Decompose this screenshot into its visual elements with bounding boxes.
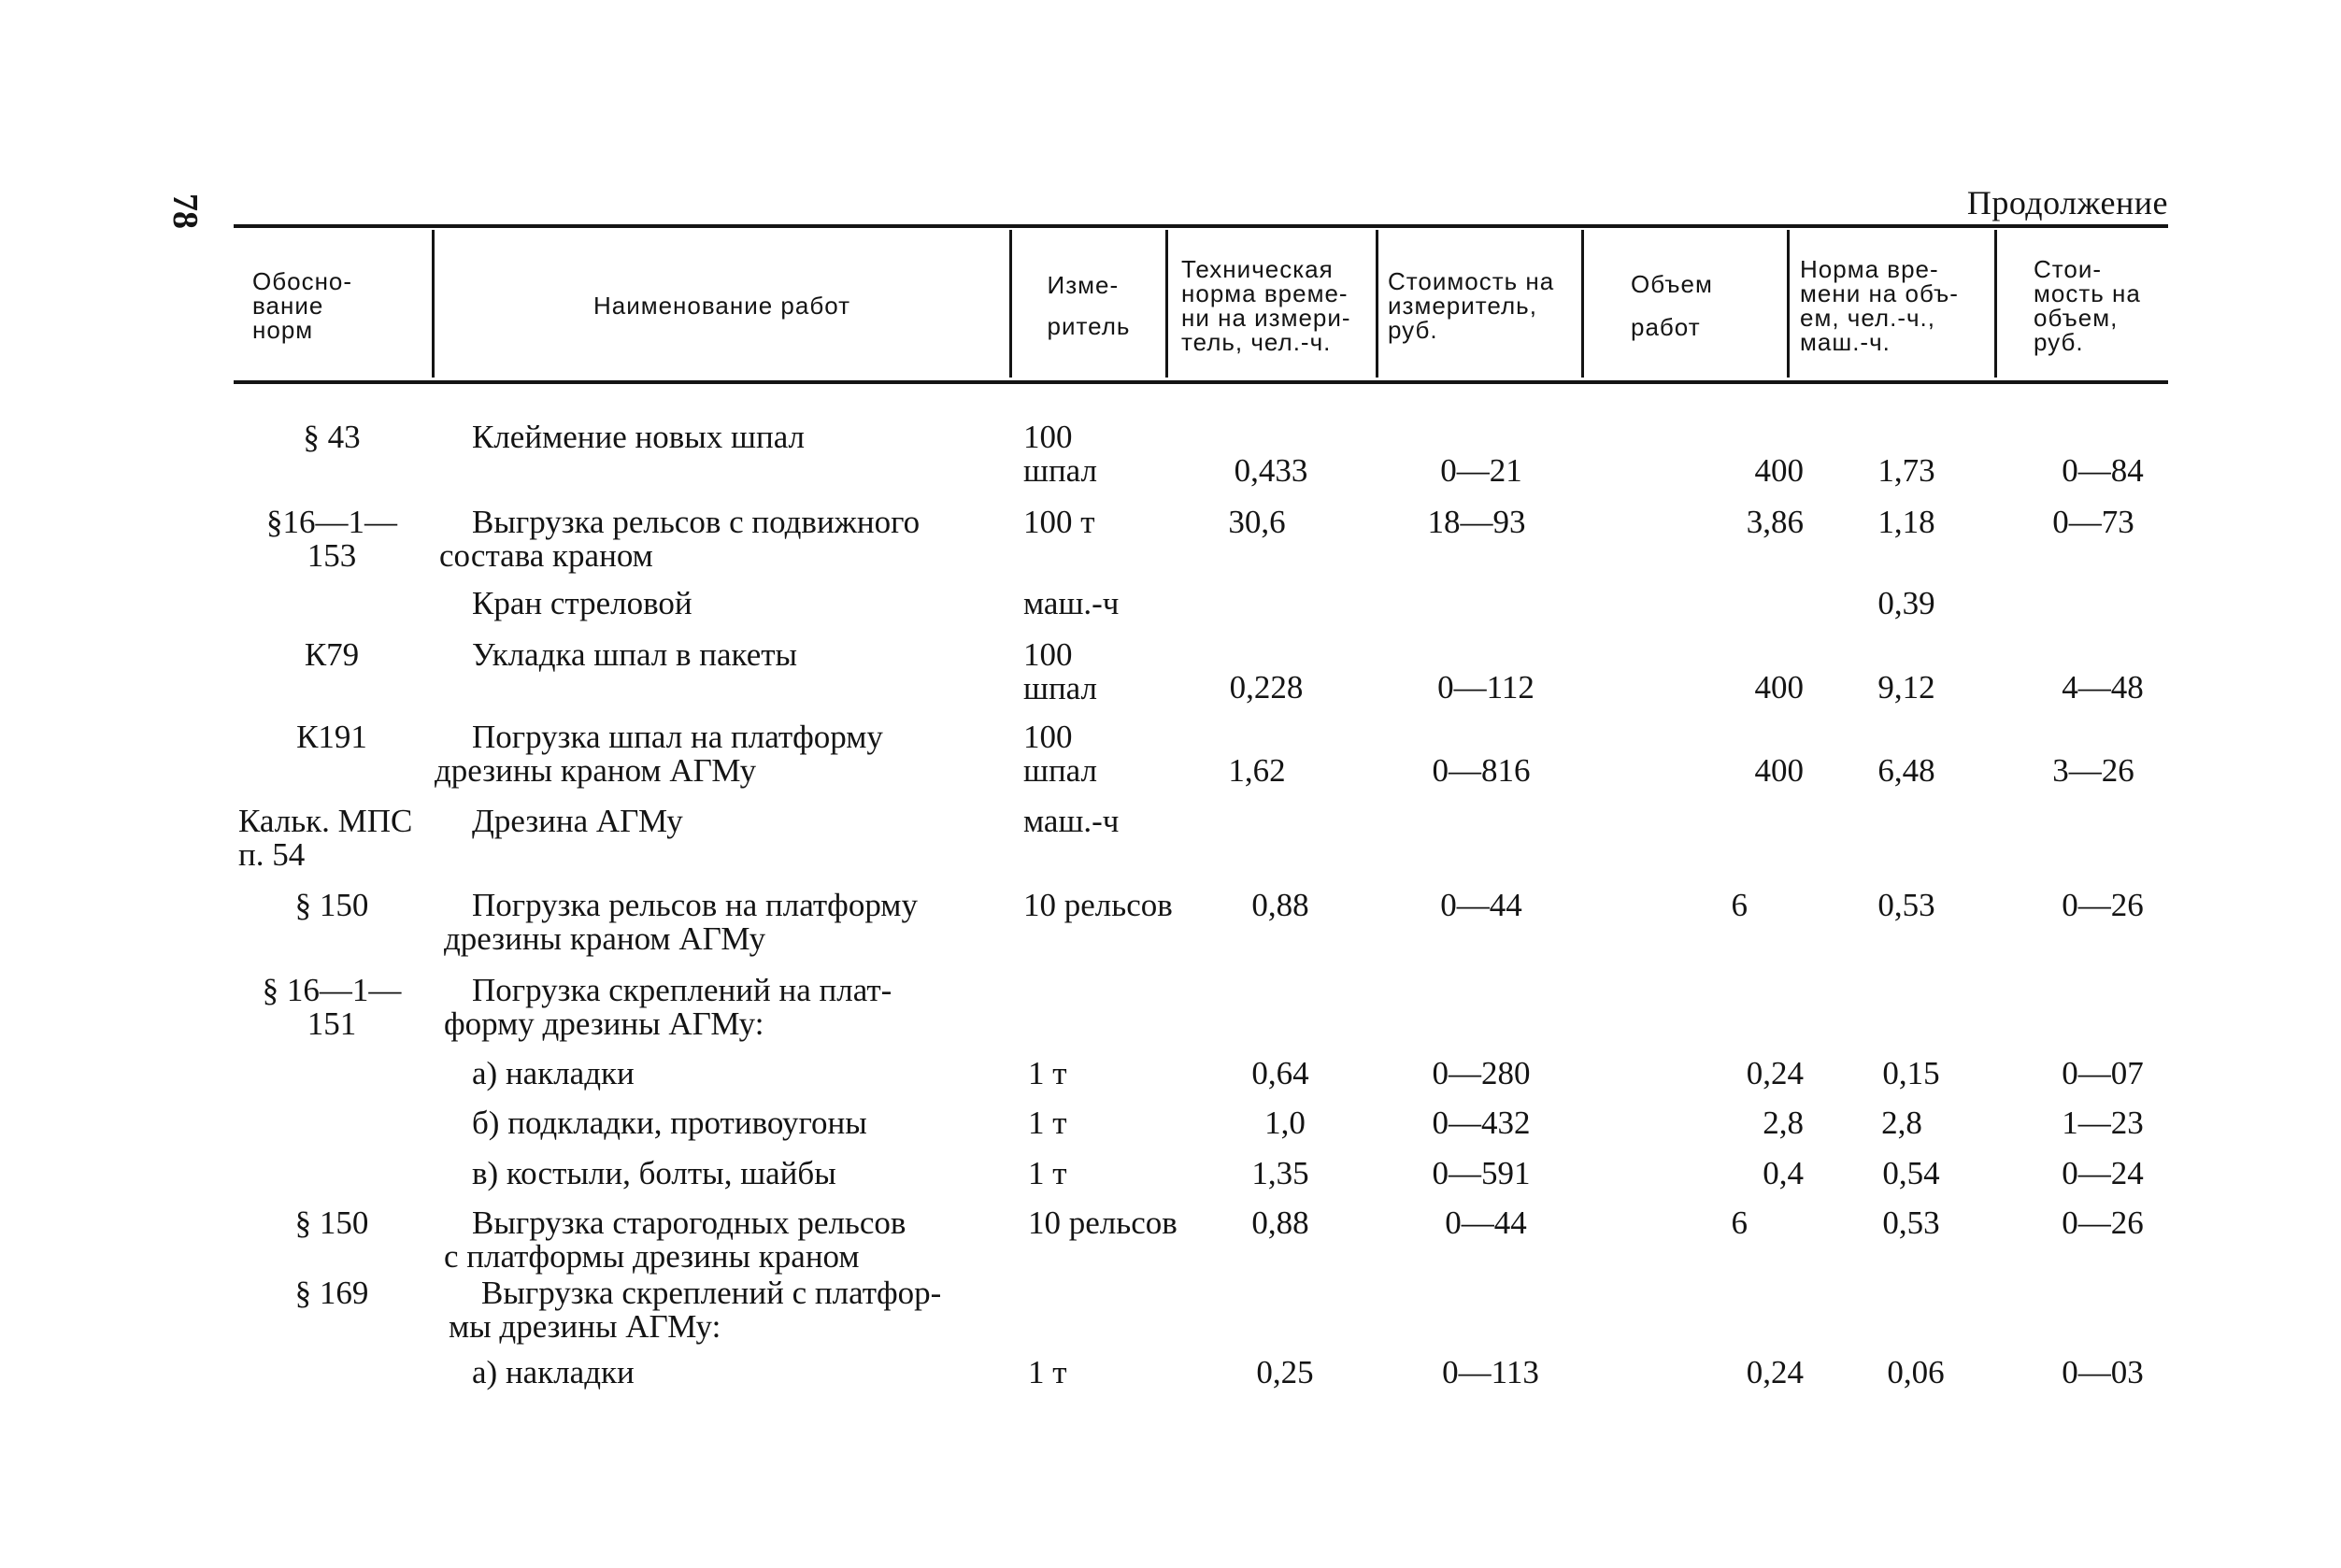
cell-work-name: а) накладки	[472, 1354, 635, 1390]
cell-cost-unit: 0—591	[1432, 1155, 1531, 1191]
cell-unit: 1 т	[1028, 1055, 1067, 1091]
header-unit	[1014, 235, 1163, 376]
cell-tech-norm: 0,25	[1256, 1354, 1314, 1390]
cell-tech-norm: 1,0	[1264, 1105, 1306, 1141]
cell-work-name: Выгрузка рельсов с подвижного состава краном	[439, 504, 921, 574]
header-divider	[432, 230, 435, 378]
cell-unit: 10 рельсов	[1023, 887, 1173, 923]
header-time-norm-text: Норма вре- мени на объ- ем, чел.-ч., маш.-ч.	[1800, 255, 1959, 356]
cell-unit: маш.-ч	[1023, 803, 1120, 839]
cell-work-name: в) костыли, болты, шайбы	[472, 1155, 836, 1191]
cell-work-name: Укладка шпал в пакеты	[472, 636, 798, 673]
cell-cost-volume: 0—26	[2062, 887, 2144, 923]
cell-unit: 100 шпал	[1023, 419, 1097, 489]
cell-cost-volume: 1—23	[2062, 1105, 2144, 1141]
cell-volume: 400	[1754, 752, 1804, 789]
cell-cost-volume: 0—84	[2062, 452, 2144, 489]
continuation-label: Продолжение	[1966, 184, 2168, 221]
cell-time-norm: 0,06	[1887, 1354, 1945, 1390]
cell-cost-volume: 0—24	[2062, 1155, 2144, 1191]
header-basis	[252, 235, 425, 376]
cell-unit: 1 т	[1028, 1354, 1067, 1390]
cell-unit: 100 шпал	[1023, 719, 1097, 789]
cell-tech-norm: 0,433	[1234, 452, 1308, 489]
cell-cost-unit: 0—113	[1442, 1354, 1539, 1390]
cell-cost-volume: 0—03	[2062, 1354, 2144, 1390]
header-work-name	[439, 235, 1005, 376]
header-divider	[1581, 230, 1584, 378]
cell-unit: 100 шпал	[1023, 636, 1097, 706]
header-time-norm	[1800, 235, 1991, 376]
cell-tech-norm: 1,62	[1228, 752, 1286, 789]
cell-cost-unit: 0—44	[1440, 887, 1522, 923]
cell-cost-volume: 4—48	[2062, 669, 2144, 706]
cell-time-norm: 0,15	[1882, 1055, 1940, 1091]
cell-cost-volume: 3—26	[2052, 752, 2134, 789]
header-tech-norm	[1181, 235, 1374, 376]
header-work-name-text: Наименование работ	[592, 292, 851, 320]
cell-volume: 3,86	[1746, 504, 1804, 540]
cell-time-norm: 2,8	[1881, 1105, 1922, 1141]
cell-tech-norm: 0,64	[1251, 1055, 1309, 1091]
cell-work-name: Погрузка рельсов на платформу дрезины краном АГМу	[444, 887, 918, 957]
cell-cost-unit: 0—432	[1432, 1105, 1531, 1141]
cell-basis: § 169	[294, 1275, 369, 1311]
cell-basis: § 16—1— 151	[262, 972, 402, 1042]
cell-volume: 2,8	[1763, 1105, 1804, 1141]
table-top-rule	[234, 224, 2168, 228]
cell-work-name: б) подкладки, противоугоны	[472, 1105, 867, 1141]
cell-basis: Кальк. МПС п. 54	[238, 803, 413, 873]
cell-work-name: Клеймение новых шпал	[472, 419, 806, 455]
header-cost-per-volume-text: Стои- мость на объем, руб.	[2034, 255, 2141, 356]
cell-work-name: Выгрузка скреплений с платфор- мы дрезины АГМу:	[449, 1275, 942, 1345]
cell-basis: § 150	[294, 887, 369, 923]
cell-volume: 6	[1731, 1205, 1748, 1241]
cell-cost-unit: 18—93	[1427, 504, 1526, 540]
cell-basis: К79	[304, 636, 360, 673]
header-unit-text: Изме- ритель	[1047, 271, 1131, 340]
header-divider	[1376, 230, 1378, 378]
cell-cost-unit: 0—44	[1445, 1205, 1527, 1241]
cell-time-norm: 1,18	[1877, 504, 1935, 540]
cell-basis: § 150	[294, 1205, 369, 1241]
cell-time-norm: 0,53	[1877, 887, 1935, 923]
cell-time-norm: 0,39	[1877, 585, 1935, 621]
header-divider	[1009, 230, 1012, 378]
cell-time-norm: 6,48	[1877, 752, 1935, 789]
cell-unit: 1 т	[1028, 1155, 1067, 1191]
cell-unit: 100 т	[1023, 504, 1095, 540]
cell-tech-norm: 1,35	[1251, 1155, 1309, 1191]
header-cost-per-volume	[2034, 235, 2164, 376]
page-number: 78	[165, 193, 205, 229]
table-header-bottom-rule	[234, 380, 2168, 384]
header-basis-text: Обосно- вание норм	[252, 267, 353, 344]
cell-cost-volume: 0—26	[2062, 1205, 2144, 1241]
header-divider	[1994, 230, 1997, 378]
cell-volume: 0,24	[1746, 1055, 1804, 1091]
cell-volume: 400	[1754, 669, 1804, 706]
cell-time-norm: 0,53	[1882, 1205, 1940, 1241]
cell-cost-unit: 0—280	[1432, 1055, 1531, 1091]
cell-tech-norm: 0,88	[1251, 887, 1309, 923]
cell-tech-norm: 0,228	[1229, 669, 1304, 706]
cell-cost-volume: 0—07	[2062, 1055, 2144, 1091]
cell-work-name: Дрезина АГМу	[472, 803, 683, 839]
cell-volume: 0,24	[1746, 1354, 1804, 1390]
cell-volume: 0,4	[1763, 1155, 1804, 1191]
cell-basis: К191	[296, 719, 367, 755]
cell-time-norm: 9,12	[1877, 669, 1935, 706]
header-cost-per-unit	[1388, 235, 1579, 376]
header-volume	[1631, 235, 1785, 376]
cell-work-name: а) накладки	[472, 1055, 635, 1091]
cell-basis: § 43	[303, 419, 361, 455]
header-divider	[1165, 230, 1168, 378]
cell-cost-volume: 0—73	[2052, 504, 2134, 540]
cell-time-norm: 0,54	[1882, 1155, 1940, 1191]
cell-work-name: Выгрузка старогодных рельсов с платформы дрезины краном	[444, 1205, 906, 1275]
cell-unit: маш.-ч	[1023, 585, 1120, 621]
header-volume-text: Объем работ	[1631, 270, 1713, 341]
cell-unit: 10 рельсов	[1028, 1205, 1178, 1241]
cell-cost-unit: 0—21	[1440, 452, 1522, 489]
header-cost-per-unit-text: Стоимость на измеритель, руб.	[1388, 267, 1555, 344]
cell-tech-norm: 30,6	[1228, 504, 1286, 540]
cell-work-name: Погрузка шпал на платформу дрезины краном АГМу	[435, 719, 883, 789]
cell-volume: 400	[1754, 452, 1804, 489]
cell-cost-unit: 0—112	[1437, 669, 1534, 706]
header-tech-norm-text: Техническая норма време- ни на измери- тель, чел.-ч.	[1181, 255, 1351, 356]
cell-work-name: Погрузка скреплений на плат- форму дрезины АГМу:	[444, 972, 892, 1042]
cell-unit: 1 т	[1028, 1105, 1067, 1141]
cell-cost-unit: 0—816	[1432, 752, 1531, 789]
header-divider	[1787, 230, 1790, 378]
cell-time-norm: 1,73	[1877, 452, 1935, 489]
cell-work-name: Кран стреловой	[472, 585, 692, 621]
cell-tech-norm: 0,88	[1251, 1205, 1309, 1241]
cell-volume: 6	[1731, 887, 1748, 923]
cell-basis: §16—1— 153	[266, 504, 397, 574]
